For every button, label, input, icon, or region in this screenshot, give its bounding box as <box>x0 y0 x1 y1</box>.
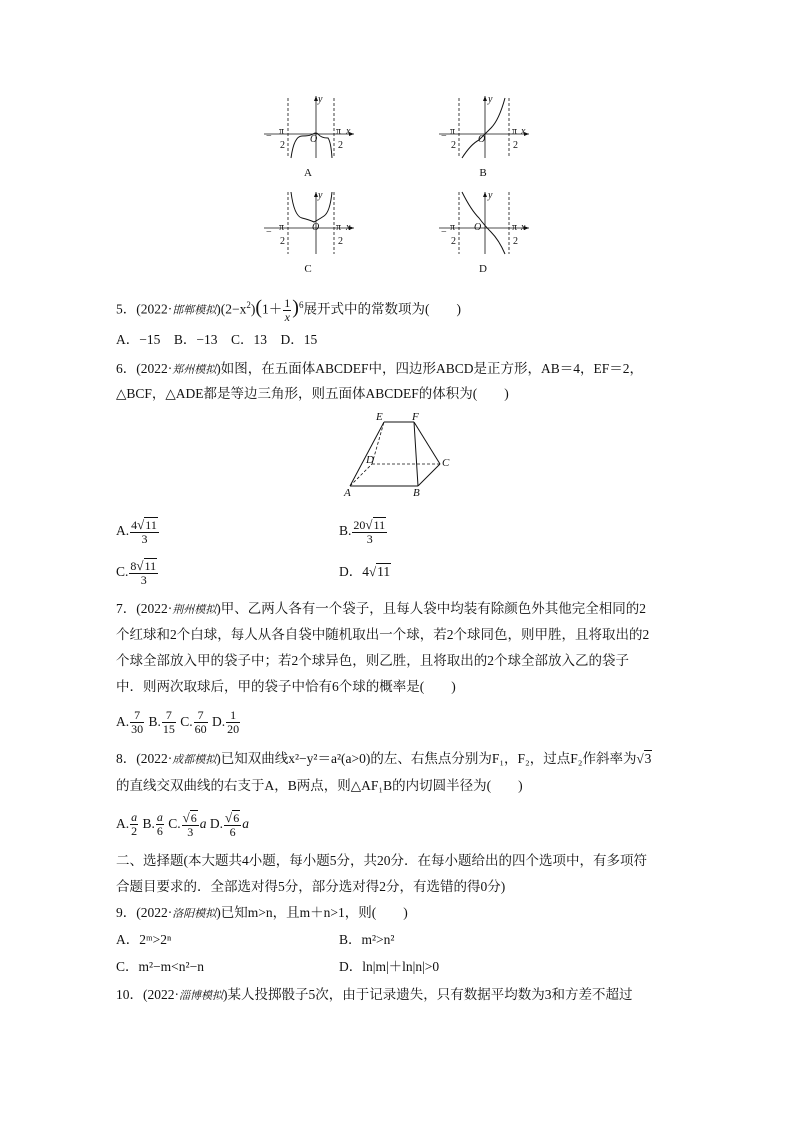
q6-option-c: C. $\frac{8√11}{3}$ <box>116 557 157 587</box>
q6-option-b: B. $\frac{20√11}{3}$ <box>339 516 386 546</box>
q7-line4: 中．则两次取球后，甲的袋子中恰有6个球的概率是( ) <box>116 679 456 694</box>
q9-option-b: B．m²>n² <box>339 932 395 947</box>
q8-line2: 的直线交双曲线的右支于A，B两点，则△AF₁B的内切圆半径为( ) <box>116 778 523 793</box>
graph-b-label: B <box>479 167 487 179</box>
graph-d <box>433 188 533 256</box>
graph-a <box>258 92 358 160</box>
q6-option-d: D．4√11 <box>339 564 391 579</box>
q8-line1: 8．(2022·成都模拟)已知双曲线x²−y²＝a²(a>0)的左、右焦点分别为F₁，F₂，过点F₂作斜率为√3 <box>116 751 652 766</box>
pentahedron-figure <box>340 410 460 500</box>
q9-stem: 9．(2022·洛阳模拟)已知m>n，且m＋n>1，则( ) <box>116 905 408 920</box>
q6-line2: △BCF，△ADE都是等边三角形，则五面体ABCDEF的体积为( ) <box>116 386 509 401</box>
q9-option-a: A．2ᵐ>2ⁿ <box>116 932 172 947</box>
graph-c <box>258 188 358 256</box>
q6-option-a: A. $\frac{4√11}{3}$ <box>116 516 157 546</box>
q7-line1: 7．(2022·荆州模拟)甲、乙两人各有一个袋子，且每人袋中均装有除颜色外其他完全相同的2 <box>116 601 646 616</box>
q8-options: A. $\frac{a}{2}$ B. $\frac{a}{6}$ C. $\frac{√6}{3}$ a D. $\frac{√6}{6}$ a <box>116 809 249 839</box>
graph-a-label: A <box>304 167 312 179</box>
q5-stem: 5．(2022·邯郸模拟)$(2-x^2)(1+$ $\frac{1}{x}$ )$^6$展开式中的常数项为( ) <box>116 295 461 324</box>
graph-c-label: C <box>304 263 312 275</box>
section2-line1: 二、选择题(本大题共4小题，每小题5分，共20分．在每小题给出的四个选项中，有多项符 <box>116 853 647 868</box>
graph-d-label: D <box>479 263 487 275</box>
q5-options: A．−15 B．−13 C．13 D．15 <box>116 332 318 347</box>
q9-option-c: C．m²−m<n²−n <box>116 959 204 974</box>
q7-line2: 个红球和2个白球，每人从各自袋中随机取出一个球，若2个球同色，则甲胜，且将取出的2 <box>116 627 650 642</box>
q6-line1: 6．(2022·郑州模拟)如图，在五面体ABCDEF中，四边形ABCD是正方形，AB＝4，EF＝2， <box>116 361 644 376</box>
q9-option-d: D．ln|m|＋ln|n|>0 <box>339 959 440 974</box>
q7-options: A. $\frac{7}{30}$ B. $\frac{7}{15}$ C. $\frac{7}{60}$ D. $\frac{1}{20}$ <box>116 708 240 737</box>
section2-line2: 合题目要求的．全部选对得5分，部分选对得2分，有选错的得0分) <box>116 879 506 894</box>
q10-stem: 10．(2022·淄博模拟)某人投掷骰子5次，由于记录遗失，只有数据平均数为3和方差不超过 <box>116 987 633 1002</box>
graph-b <box>433 92 533 160</box>
q7-line3: 个球全部放入甲的袋子中；若2个球异色，则乙胜，且将取出的2个球全部放入乙的袋子 <box>116 653 629 668</box>
